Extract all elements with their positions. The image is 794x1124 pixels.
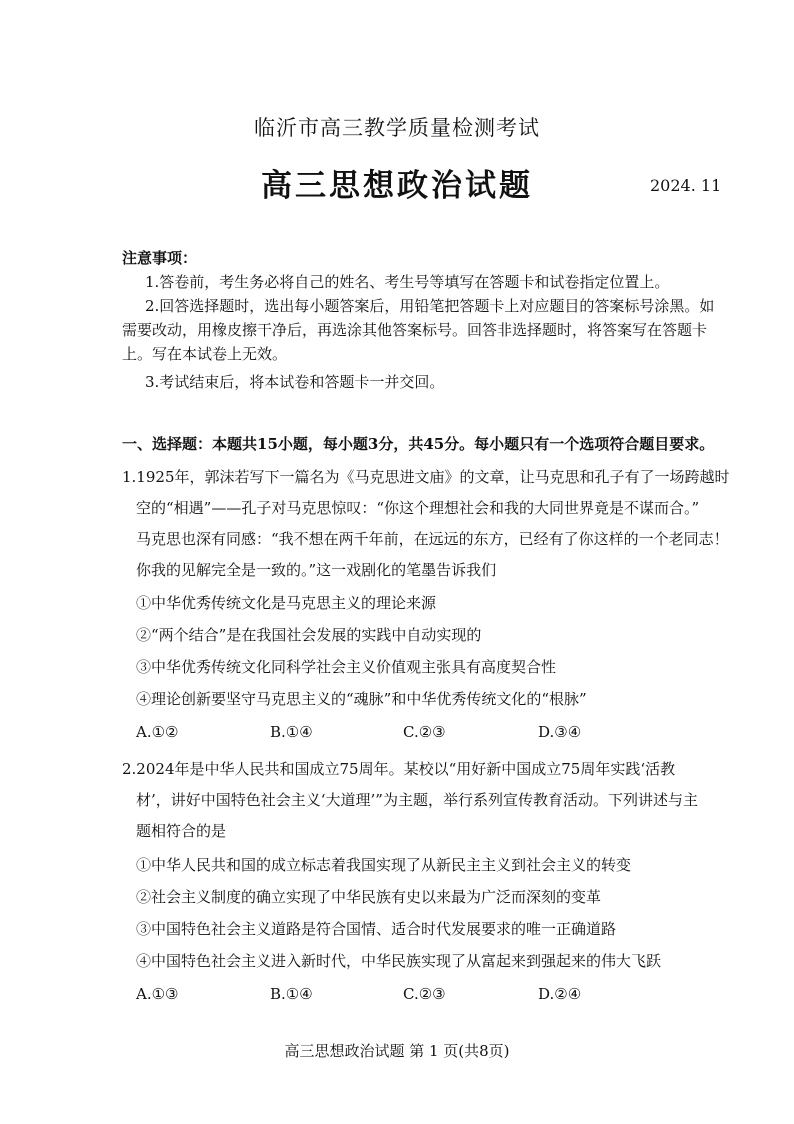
- question-1-option-b: B.①④: [270, 723, 313, 741]
- question-1-statement: ①中华优秀传统文化是马克思主义的理论来源: [136, 594, 437, 612]
- question-2-line: 材’，讲好中国特色社会主义‘大道理’”为主题，举行系列宣传教育活动。下列讲述与主: [136, 791, 698, 809]
- question-1-line: 空的“相遇”——孔子对马克思惊叹：“你这个理想社会和我的大同世界竟是不谋而合。”: [136, 499, 700, 517]
- exam-name: 临沂市高三教学质量检测考试: [254, 116, 540, 140]
- question-1-statement: ②“两个结合”是在我国社会发展的实践中自动实现的: [136, 626, 482, 644]
- question-1-line: 1.1925年，郭沫若写下一篇名为《马克思进文庙》的文章，让马克思和孔子有了一场跨越时: [122, 468, 730, 486]
- question-2-statement: ③中国特色社会主义道路是符合国情、适合时代发展要求的唯一正确道路: [136, 920, 617, 938]
- notice-item: 3.考试结束后，将本试卷和答题卡一并交回。: [145, 373, 445, 391]
- page-footer: 高三思想政治试题 第 1 页(共8页): [284, 1042, 510, 1060]
- question-1-line: 你我的见解完全是一致的。”这一戏剧化的笔墨告诉我们: [136, 561, 497, 579]
- question-2-statement: ①中华人民共和国的成立标志着我国实现了从新民主主义到社会主义的转变: [136, 856, 632, 874]
- question-2-statement: ②社会主义制度的确立实现了中华民族有史以来最为广泛而深刻的变革: [136, 888, 602, 906]
- exam-date: 2024. 11: [650, 176, 722, 195]
- question-2-option-a: A.①③: [136, 985, 179, 1003]
- notice-item: 2.回答选择题时，选出每小题答案后，用铅笔把答题卡上对应题目的答案标号涂黑。如需要改动，用橡皮擦干净后，再选涂其他答案标号。回答非选择题时，将答案写在答题卡上。写在本试卷上无效。: [122, 297, 715, 363]
- notice-item: 1.答卷前，考生务必将自己的姓名、考生号等填写在答题卡和试卷指定位置上。: [145, 273, 670, 291]
- question-1-statement: ④理论创新要坚守马克思主义的“魂脉”和中华优秀传统文化的“根脉”: [136, 690, 587, 708]
- question-1-option-c: C.②③: [403, 723, 446, 741]
- question-2-option-b: B.①④: [270, 985, 313, 1003]
- question-2-option-d: D.②④: [538, 985, 582, 1003]
- question-2-line: 2.2024年是中华人民共和国成立75周年。某校以“用好新中国成立75周年实践‘活教: [122, 760, 676, 778]
- section-heading: 一、选择题：本题共15小题，每小题3分，共45分。每小题只有一个选项符合题目要求。: [122, 435, 715, 453]
- question-1-statement: ③中华优秀传统文化同科学社会主义价值观主张具有高度契合性: [136, 658, 557, 676]
- question-2-statement: ④中国特色社会主义进入新时代，中华民族实现了从富起来到强起来的伟大飞跃: [136, 952, 662, 970]
- question-2-option-c: C.②③: [403, 985, 446, 1003]
- question-1-option-a: A.①②: [136, 723, 179, 741]
- notice-heading: 注意事项：: [122, 249, 198, 267]
- question-2-line: 题相符合的是: [136, 822, 227, 840]
- question-1-line: 马克思也深有同感：“我不想在两千年前，在远远的东方，已经有了你这样的一个老同志！: [136, 530, 729, 548]
- question-1-option-d: D.③④: [538, 723, 582, 741]
- page-title: 高三思想政治试题: [261, 168, 533, 204]
